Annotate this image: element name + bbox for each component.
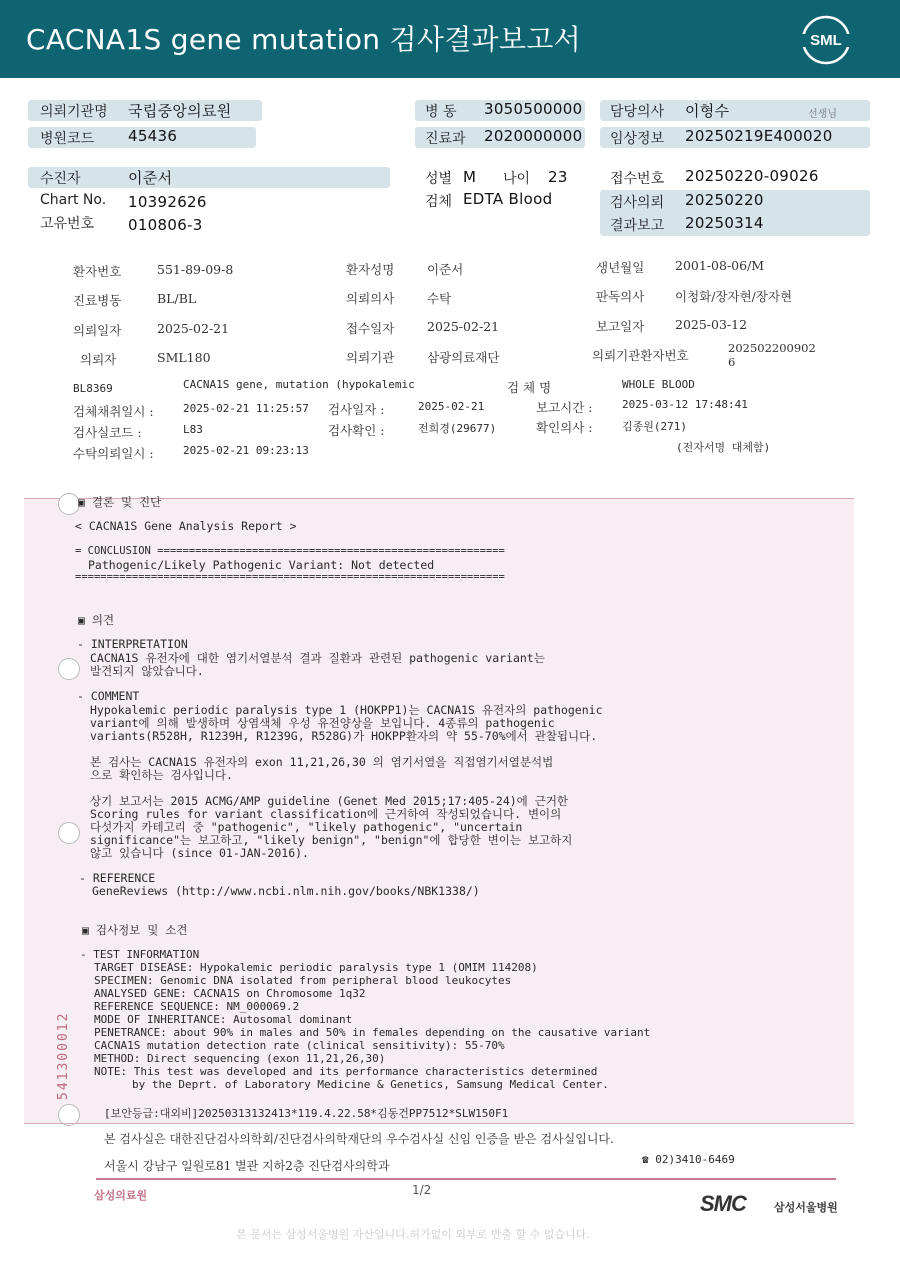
address-line: 서울시 강남구 일원로81 별관 지하2층 진단검사의학과 (104, 1159, 390, 1173)
patient-value: 이준서 (128, 169, 173, 187)
scan-read-doctor: 이청화/장자현/장자현 (675, 289, 793, 304)
uid-label: 고유번호 (40, 216, 95, 232)
comment-head: - COMMENT (77, 689, 140, 703)
testinfo-line-5: MODE OF INHERITANCE: Autosomal dominant (94, 1013, 353, 1026)
scan-lab-code-label: 검사실코드 : (73, 425, 142, 440)
scan-recv-date: 2025-02-21 (427, 319, 500, 334)
scan-req-doctor-label: 의뢰의사 (346, 291, 395, 306)
scan-report-time-label: 보고시간 : (536, 400, 593, 415)
patient-label: 수진자 (40, 171, 81, 187)
testinfo-line-2: SPECIMEN: Genomic DNA isolated from peripheral blood leukocytes (94, 974, 512, 987)
scan-requester-label: 의뢰자 (80, 352, 117, 367)
scan-spec-name-label: 검 체 명 (507, 380, 552, 395)
clinical-value: 20250219E400020 (685, 127, 833, 145)
testinfo-line-9: NOTE: This test was developed and its performance characteristics determined (94, 1065, 598, 1078)
scan-patient-no: 551-89-09-8 (157, 262, 234, 277)
testinfo-line-3: ANALYSED GENE: CACNA1S on Chromosome 1q32 (94, 987, 366, 1000)
scan-inst-patient-no-label: 의뢰기관환자번호 (592, 348, 689, 363)
sml-logo (800, 14, 852, 66)
uid-value: 010806-3 (128, 216, 203, 234)
report-subtitle: < CACNA1S Gene Analysis Report > (75, 519, 297, 533)
report-header (0, 0, 900, 78)
specimen-label: 검체 (425, 194, 453, 210)
report-title: CACNA1S gene mutation 검사결과보고서 (26, 23, 581, 56)
comment-line-5: 으로 확인하는 검사입니다. (90, 768, 233, 782)
scan-test-name: CACNA1S gene, mutation (hypokalemic (183, 378, 415, 391)
clinical-label: 임상정보 (610, 131, 665, 147)
doctor-label: 담당의사 (610, 104, 665, 120)
security-line: [보안등급:대외비]20250313132413*119.4.22.58*김동건PP7512*SLW150F1 (104, 1107, 509, 1120)
scan-patient-name-label: 환자성명 (346, 262, 395, 277)
chart-label: Chart No. (40, 192, 107, 208)
interp-head: - INTERPRETATION (77, 637, 188, 651)
comment-line-7: Scoring rules for variant classification에 근거하여 작성되었습니다. 변이의 (90, 807, 562, 821)
scan-req-date: 2025-02-21 (157, 321, 230, 336)
ward-label: 병 동 (425, 104, 457, 120)
conclusion-text: Pathogenic/Likely Pathogenic Variant: Not detected (88, 558, 435, 572)
sex-value: M (463, 168, 477, 186)
punch-hole-2 (58, 658, 80, 680)
scan-confirm-doctor-label: 확인의사 : (536, 420, 593, 435)
scan-inst-patient-no-2: 6 (728, 355, 736, 369)
request-value: 20250220 (685, 191, 764, 209)
testinfo-line-6: PENETRANCE: about 90% in males and 50% in females depending on the causative variant (94, 1026, 651, 1039)
scan-patient-no-label: 환자번호 (73, 264, 122, 279)
scan-req-inst-label: 의뢰기관 (346, 350, 395, 365)
interp-line-2: 발견되지 않았습니다. (90, 664, 204, 678)
hospital-right-name: 삼성서울병원 (774, 1201, 838, 1214)
institution-label: 의뢰기관명 (40, 104, 108, 120)
chart-value: 10392626 (128, 193, 207, 211)
scan-req-date-label: 의뢰일자 (73, 323, 122, 338)
hospital-left-logo: 삼성의료원 (94, 1189, 148, 1202)
scan-recv-date-label: 접수일자 (346, 321, 395, 336)
testinfo-line-1: TARGET DISEASE: Hypokalemic periodic paralysis type 1 (OMIM 114208) (94, 961, 538, 974)
reference-line-1: GeneReviews (http://www.ncbi.nlm.nih.gov/books/NBK1338/) (92, 884, 480, 898)
footer-divider (96, 1178, 836, 1180)
scan-inst-patient-no-1: 202502200902 (728, 341, 816, 355)
comment-line-3: variants(R528H, R1239H, R1239G, R528G)가 HOKPP환자의 약 55-70%에서 관찰됩니다. (90, 729, 598, 743)
scan-report-time: 2025-03-12 17:48:41 (622, 398, 748, 411)
scan-req-inst: 삼광의료재단 (427, 350, 500, 365)
scan-consign: 2025-02-21 09:23:13 (183, 444, 309, 457)
scan-lab-code: L83 (183, 423, 203, 436)
scan-report-date-label: 보고일자 (596, 319, 645, 334)
scan-birth: 2001-08-06/M (675, 258, 765, 273)
doctor-value: 이형수 (685, 102, 730, 120)
comment-line-9: significance"는 보고하고, "likely benign", "benign"에 합당한 변이는 보고하지 (90, 833, 573, 847)
scan-spec-name: WHOLE BLOOD (622, 378, 695, 391)
interp-line-1: CACNA1S 유전자에 대한 염기서열분석 결과 질환과 관련된 pathogenic variant는 (90, 651, 545, 665)
certification-line: 본 검사실은 대한진단검사의학회/진단검사의학재단의 우수검사실 신임 인증을 받은 검사실입니다. (104, 1132, 614, 1146)
section-conclusion-title: ▣ 결론 및 진단 (78, 495, 162, 509)
testinfo-head: - TEST INFORMATION (80, 948, 200, 961)
conclusion-rule: ==================================================================== (75, 571, 505, 583)
scan-report-date: 2025-03-12 (675, 317, 748, 332)
logo-text: SML (810, 32, 842, 49)
comment-line-2: variant에 의해 발생하며 상염색체 우성 유전양상을 보입니다. 4종류의 pathogenic (90, 716, 555, 730)
scan-consign-label: 수탁의뢰일시 : (73, 446, 154, 461)
scan-ward: BL/BL (157, 291, 197, 306)
disclaimer: 본 문서는 삼성서울병원 자산입니다.허가없이 외부로 반출 할 수 없습니다. (236, 1228, 590, 1241)
scan-ward-label: 진료병동 (73, 293, 122, 308)
scan-e-sign: (전자서명 대체함) (676, 441, 771, 454)
report-label: 결과보고 (610, 218, 665, 234)
scan-birth-label: 생년월일 (596, 260, 645, 275)
comment-line-10: 않고 있습니다 (since 01-JAN-2016). (90, 846, 309, 860)
scan-test-date-label: 검사일자 : (328, 402, 385, 417)
comment-line-6: 상기 보고서는 2015 ACMG/AMP guideline (Genet Med 2015;17:405-24)에 근거한 (90, 794, 569, 808)
dept-value: 2020000000 (484, 127, 583, 145)
report-value: 20250314 (685, 214, 764, 232)
receipt-label: 접수번호 (610, 171, 665, 187)
comment-line-4: 본 검사는 CACNA1S 유전자의 exon 11,21,26,30 의 염기서열을 직접염기서열분석법 (90, 755, 554, 769)
hosp-code-label: 병원코드 (40, 131, 95, 147)
page-number: 1/2 (412, 1183, 432, 1197)
sex-label: 성별 (425, 171, 453, 187)
scan-collect-label: 검체채취일시 : (73, 404, 154, 419)
pink-bottom-line (24, 1123, 854, 1124)
punch-hole-3 (58, 822, 80, 844)
scan-test-date: 2025-02-21 (418, 400, 485, 413)
request-label: 검사의뢰 (610, 195, 665, 211)
section-opinion-title: ▣ 의견 (78, 613, 115, 627)
scan-confirm-doctor: 김종원(271) (622, 420, 687, 433)
dept-label: 진료과 (425, 131, 466, 147)
scan-test-code: BL8369 (73, 382, 113, 395)
smc-logo: SMC (700, 1191, 746, 1216)
age-value: 23 (548, 168, 568, 186)
age-label: 나이 (503, 171, 531, 187)
comment-line-8: 다섯가지 카테고리 중 "pathogenic", "likely pathogenic", "uncertain (90, 820, 523, 834)
testinfo-line-10: by the Deprt. of Laboratory Medicine & Genetics, Samsung Medical Center. (132, 1078, 609, 1091)
testinfo-line-8: METHOD: Direct sequencing (exon 11,21,26,30) (94, 1052, 386, 1065)
scan-test-confirm: 전희경(29677) (418, 422, 497, 435)
hosp-code-value: 45436 (128, 127, 178, 145)
patient-box (28, 167, 390, 188)
section-testinfo-title: ▣ 검사정보 및 소견 (82, 923, 188, 937)
scan-req-doctor: 수탁 (427, 291, 452, 306)
scan-patient-name: 이준서 (427, 262, 464, 277)
receipt-value: 20250220-09026 (685, 167, 819, 185)
phone-line: ☎ 02)3410-6469 (642, 1153, 735, 1166)
testinfo-line-7: CACNA1S mutation detection rate (clinical sensitivity): 55-70% (94, 1039, 505, 1052)
scan-requester: SML180 (157, 350, 211, 365)
reference-head: - REFERENCE (79, 871, 156, 885)
conclusion-head: = CONCLUSION ======================================================= (75, 545, 505, 557)
scan-read-doctor-label: 판독의사 (596, 289, 645, 304)
doctor-suffix: 선생님 (808, 109, 837, 120)
comment-line-1: Hypokalemic periodic paralysis type 1 (HOKPP1)는 CACNA1S 유전자의 pathogenic (90, 703, 603, 717)
side-serial-number: 541300012 (56, 1011, 71, 1100)
scan-collect: 2025-02-21 11:25:57 (183, 402, 309, 415)
ward-value: 3050500000 (484, 100, 583, 118)
testinfo-line-4: REFERENCE SEQUENCE: NM_000069.2 (94, 1000, 300, 1013)
specimen-value: EDTA Blood (463, 190, 553, 208)
institution-value: 국립중앙의료원 (128, 102, 232, 120)
scan-test-confirm-label: 검사확인 : (328, 423, 385, 438)
punch-hole-1 (58, 493, 80, 515)
